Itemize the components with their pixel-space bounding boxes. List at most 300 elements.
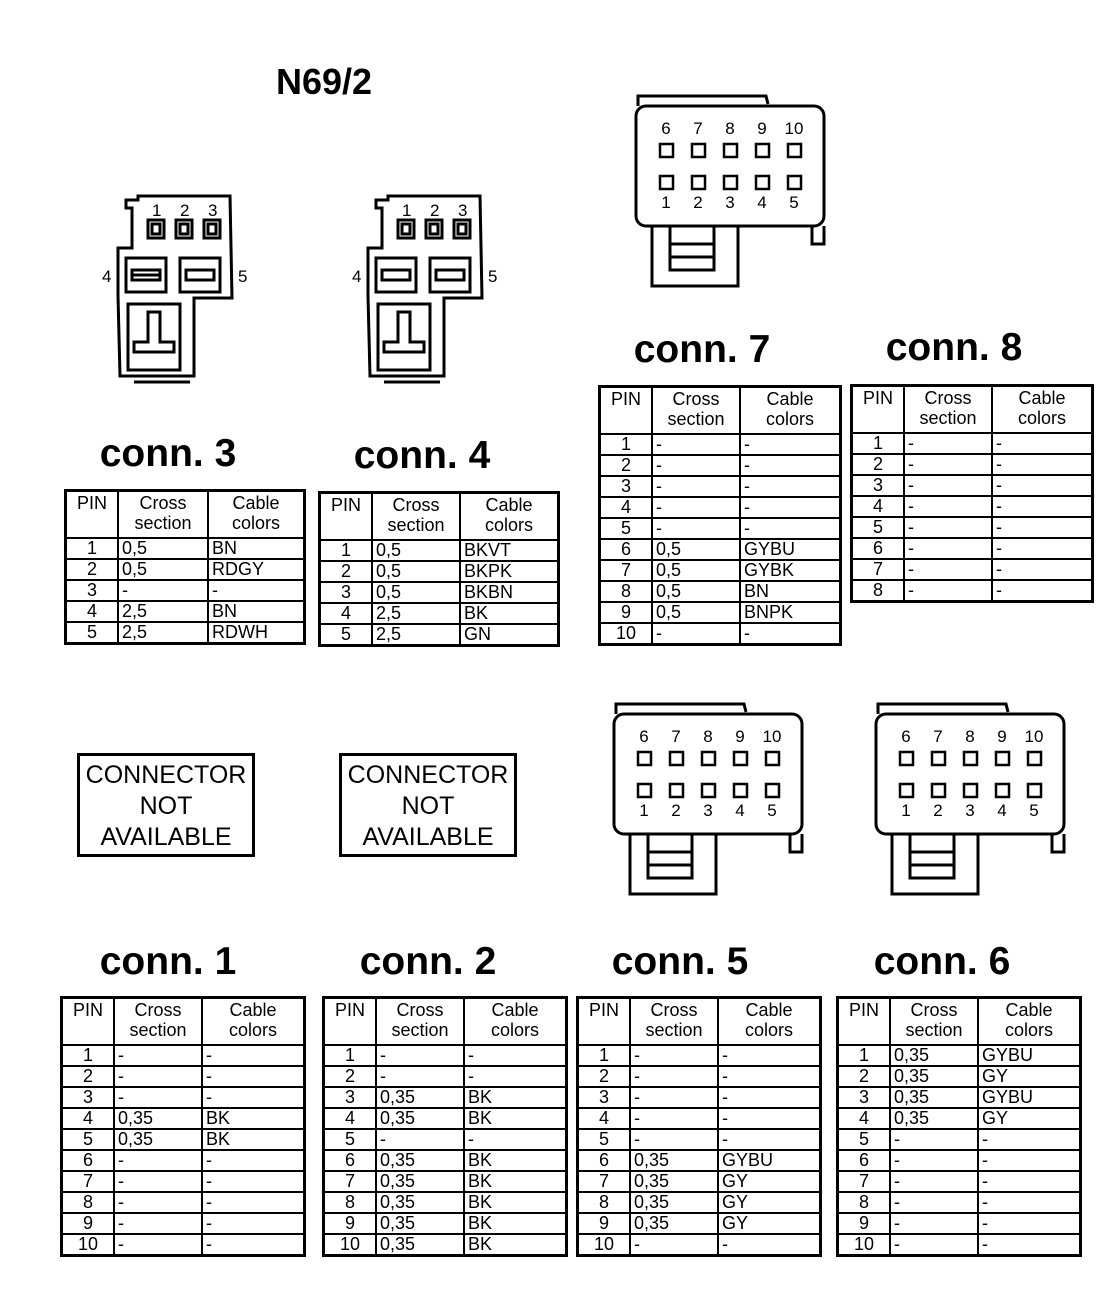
pin-number-cell: 4: [320, 603, 373, 624]
cable-color-cell: BK: [202, 1129, 305, 1150]
connector-7-drawing: [630, 92, 830, 292]
cable-color-cell: GY: [978, 1066, 1081, 1087]
pin-label: 1: [639, 801, 649, 820]
cable-color-cell: BNPK: [740, 602, 841, 623]
pin-label: 9: [735, 727, 745, 746]
pin-number-cell: 2: [320, 561, 373, 582]
cross-section-cell: -: [904, 454, 992, 475]
table-row: [852, 433, 1093, 454]
table-row: [578, 1150, 821, 1171]
cross-section-cell: -: [904, 496, 992, 517]
cable-colors-header: Cable colors: [740, 387, 841, 435]
pin-label: 5: [767, 801, 777, 820]
pin-label: 1: [901, 801, 911, 820]
cable-color-cell: BK: [464, 1192, 567, 1213]
table-row: [324, 1129, 567, 1150]
pin-number-cell: 9: [600, 602, 653, 623]
pin-number-cell: 7: [324, 1171, 377, 1192]
cross-section-cell: -: [652, 623, 740, 645]
pin-number-cell: 2: [578, 1066, 631, 1087]
pin-number-cell: 2: [838, 1066, 891, 1087]
cable-color-cell: -: [992, 580, 1093, 602]
cross-section-cell: -: [376, 1066, 464, 1087]
cross-section-cell: 0,35: [376, 1171, 464, 1192]
cross-section-cell: 0,35: [376, 1234, 464, 1256]
table-row: [62, 1213, 305, 1234]
conn7-pin-table: [598, 385, 842, 646]
pin-header: PIN: [320, 493, 373, 541]
table-row: [324, 1192, 567, 1213]
conn2-not-available-box: [339, 753, 517, 857]
pin-number-cell: 4: [600, 497, 653, 518]
not-available-line2: NOT: [139, 792, 193, 820]
conn8-pin-table: [850, 384, 1094, 603]
not-available-line1: CONNECTOR: [85, 761, 247, 789]
cross-section-cell: 0,35: [890, 1045, 978, 1066]
pin-header: PIN: [838, 998, 891, 1046]
pin-number-cell: 5: [838, 1129, 891, 1150]
cross-section-cell: 0,35: [630, 1150, 718, 1171]
table-row: [578, 1171, 821, 1192]
pin-number-cell: 8: [578, 1192, 631, 1213]
cable-color-cell: -: [740, 623, 841, 645]
table-row: [578, 1066, 821, 1087]
cross-section-cell: 0,5: [118, 559, 208, 580]
pin-label: 6: [901, 727, 911, 746]
cross-section-cell: 0,35: [630, 1171, 718, 1192]
cross-section-cell: 0,5: [652, 560, 740, 581]
cross-section-header: Cross section: [376, 998, 464, 1046]
table-row: [578, 1045, 821, 1066]
cable-color-cell: -: [978, 1192, 1081, 1213]
cross-section-cell: -: [114, 1150, 202, 1171]
pin-number-cell: 6: [838, 1150, 891, 1171]
table-row: [62, 1129, 305, 1150]
cable-color-cell: -: [978, 1150, 1081, 1171]
table-row: [600, 476, 841, 497]
table-row: [578, 1234, 821, 1256]
cable-color-cell: BK: [460, 603, 559, 624]
cable-colors-header: Cable colors: [718, 998, 821, 1046]
cable-color-cell: -: [992, 475, 1093, 496]
pin-number-cell: 9: [578, 1213, 631, 1234]
pin-label: 8: [965, 727, 975, 746]
cable-color-cell: BKBN: [460, 582, 559, 603]
cross-section-cell: -: [114, 1192, 202, 1213]
cable-colors-header: Cable colors: [464, 998, 567, 1046]
pin-number-cell: 1: [320, 540, 373, 561]
cable-color-cell: -: [978, 1171, 1081, 1192]
pin-header: PIN: [62, 998, 115, 1046]
conn6-title: conn. 6: [873, 940, 1011, 983]
pin-number-cell: 3: [578, 1087, 631, 1108]
pin-socket: [724, 176, 737, 189]
pin-label: 10: [1024, 727, 1044, 746]
table-row: [600, 581, 841, 602]
cable-color-cell: BK: [464, 1150, 567, 1171]
pin-socket: [724, 144, 737, 157]
cable-color-cell: GYBU: [978, 1087, 1081, 1108]
table-row: [578, 1213, 821, 1234]
cable-color-cell: -: [718, 1045, 821, 1066]
table-row: [324, 1234, 567, 1256]
table-row: [324, 1087, 567, 1108]
cable-color-cell: GYBU: [740, 539, 841, 560]
pin-label: 5: [1029, 801, 1039, 820]
cable-color-cell: GY: [718, 1171, 821, 1192]
cable-color-cell: BK: [464, 1108, 567, 1129]
cable-color-cell: -: [202, 1045, 305, 1066]
table-row: [578, 1129, 821, 1150]
table-row: [62, 1192, 305, 1213]
pin-number-cell: 1: [578, 1045, 631, 1066]
table-row: [852, 580, 1093, 602]
pin-label-2: 2: [430, 201, 440, 220]
cable-color-cell: -: [202, 1234, 305, 1256]
not-available-line1: CONNECTOR: [347, 761, 509, 789]
pin-label: 1: [661, 193, 671, 212]
cross-section-header: Cross section: [890, 998, 978, 1046]
cross-section-cell: 0,35: [376, 1213, 464, 1234]
cross-section-cell: 0,5: [652, 539, 740, 560]
pin-label-4: 4: [352, 267, 362, 286]
pin-number-cell: 3: [62, 1087, 115, 1108]
table-row: [66, 559, 305, 580]
pin-socket: [900, 784, 913, 797]
cable-color-cell: -: [740, 518, 841, 539]
pin-label: 3: [965, 801, 975, 820]
pin-socket: [660, 144, 673, 157]
cable-color-cell: -: [202, 1087, 305, 1108]
cross-section-cell: 0,35: [376, 1087, 464, 1108]
cross-section-cell: -: [890, 1150, 978, 1171]
cross-section-cell: -: [904, 475, 992, 496]
conn1-title: conn. 1: [99, 940, 237, 983]
conn3-pin-table: [64, 489, 306, 645]
cross-section-cell: 2,5: [118, 601, 208, 622]
conn2-title: conn. 2: [359, 940, 497, 983]
cross-section-cell: 0,5: [372, 540, 460, 561]
table-row: [578, 1087, 821, 1108]
pin-socket: [900, 752, 913, 765]
pin-number-cell: 7: [852, 559, 905, 580]
pin-label: 10: [762, 727, 782, 746]
table-row: [838, 1150, 1081, 1171]
pin-number-cell: 6: [852, 538, 905, 559]
table-row: [62, 1066, 305, 1087]
table-row: [600, 539, 841, 560]
table-row: [324, 1171, 567, 1192]
pin-number-cell: 4: [324, 1108, 377, 1129]
cross-section-cell: 0,5: [118, 538, 208, 559]
table-row: [62, 1171, 305, 1192]
cross-section-cell: -: [376, 1045, 464, 1066]
cable-color-cell: -: [992, 517, 1093, 538]
pin-label-5: 5: [488, 267, 498, 286]
table-row: [838, 1234, 1081, 1256]
table-row: [838, 1171, 1081, 1192]
pin-number-cell: 9: [324, 1213, 377, 1234]
pin-number-cell: 9: [62, 1213, 115, 1234]
pin-number-cell: 2: [66, 559, 119, 580]
pin-header: PIN: [324, 998, 377, 1046]
pin-number-cell: 5: [578, 1129, 631, 1150]
pin-number-cell: 1: [852, 433, 905, 454]
cable-color-cell: -: [740, 497, 841, 518]
pin-number-cell: 2: [852, 454, 905, 475]
cross-section-cell: 0,35: [890, 1066, 978, 1087]
cross-section-cell: 0,5: [372, 561, 460, 582]
pin-label: 6: [661, 119, 671, 138]
cross-section-cell: -: [652, 518, 740, 539]
pin-number-cell: 3: [600, 476, 653, 497]
pin-number-cell: 4: [62, 1108, 115, 1129]
cross-section-cell: 0,5: [652, 602, 740, 623]
cable-color-cell: BK: [464, 1087, 567, 1108]
cross-section-cell: 0,35: [890, 1108, 978, 1129]
cable-color-cell: -: [202, 1192, 305, 1213]
cross-section-cell: -: [652, 434, 740, 455]
table-row: [600, 602, 841, 623]
connector-6-drawing: [870, 700, 1070, 900]
table-header-row: [66, 491, 305, 539]
cross-section-cell: -: [890, 1213, 978, 1234]
cable-color-cell: -: [464, 1129, 567, 1150]
pin-number-cell: 3: [320, 582, 373, 603]
pin-number-cell: 7: [578, 1171, 631, 1192]
pin-number-cell: 8: [62, 1192, 115, 1213]
pin-number-cell: 5: [62, 1129, 115, 1150]
cable-color-cell: GYBK: [740, 560, 841, 581]
table-row: [320, 603, 559, 624]
cable-color-cell: -: [202, 1171, 305, 1192]
conn4-title: conn. 4: [353, 434, 491, 477]
pin-number-cell: 8: [838, 1192, 891, 1213]
cable-color-cell: -: [978, 1213, 1081, 1234]
cable-color-cell: -: [992, 496, 1093, 517]
cross-section-cell: 0,35: [376, 1108, 464, 1129]
cable-color-cell: -: [718, 1234, 821, 1256]
pin-socket: [692, 176, 705, 189]
pin-label: 7: [693, 119, 703, 138]
cable-color-cell: GY: [718, 1192, 821, 1213]
pin-number-cell: 4: [852, 496, 905, 517]
cable-color-cell: BKVT: [460, 540, 559, 561]
table-header-row: [324, 998, 567, 1046]
conn3-title: conn. 3: [99, 432, 237, 475]
table-row: [66, 601, 305, 622]
table-row: [66, 538, 305, 559]
cable-colors-header: Cable colors: [992, 386, 1093, 434]
pin-number-cell: 2: [324, 1066, 377, 1087]
cross-section-header: Cross section: [372, 493, 460, 541]
conn5-title: conn. 5: [611, 940, 749, 983]
pin-number-cell: 4: [838, 1108, 891, 1129]
cable-color-cell: GY: [718, 1213, 821, 1234]
pin-label: 9: [997, 727, 1007, 746]
cross-section-cell: -: [652, 476, 740, 497]
table-row: [600, 455, 841, 476]
conn1-not-available-box: [77, 753, 255, 857]
table-row: [852, 454, 1093, 475]
cross-section-cell: -: [890, 1192, 978, 1213]
pin-number-cell: 3: [852, 475, 905, 496]
table-row: [838, 1129, 1081, 1150]
pin-header: PIN: [578, 998, 631, 1046]
pin-number-cell: 10: [578, 1234, 631, 1256]
pin-label: 10: [784, 119, 804, 138]
cable-color-cell: BN: [208, 538, 305, 559]
cross-section-cell: -: [118, 580, 208, 601]
pin-header: PIN: [852, 386, 905, 434]
pin-number-cell: 8: [852, 580, 905, 602]
cable-color-cell: -: [202, 1150, 305, 1171]
pin-label: 2: [693, 193, 703, 212]
cable-color-cell: -: [992, 538, 1093, 559]
table-row: [838, 1087, 1081, 1108]
table-row: [66, 580, 305, 601]
cross-section-cell: -: [630, 1087, 718, 1108]
table-header-row: [62, 998, 305, 1046]
page-title: N69/2: [276, 61, 373, 102]
pin-number-cell: 6: [600, 539, 653, 560]
cross-section-cell: -: [904, 559, 992, 580]
connector-5-drawing: [608, 700, 808, 900]
pin-socket: [670, 784, 683, 797]
pin-number-cell: 2: [600, 455, 653, 476]
pin-socket: [702, 784, 715, 797]
table-header-row: [320, 493, 559, 541]
cross-section-cell: 0,35: [630, 1213, 718, 1234]
pin-label-5: 5: [238, 267, 248, 286]
cross-section-header: Cross section: [630, 998, 718, 1046]
cross-section-header: Cross section: [114, 998, 202, 1046]
cable-color-cell: BKPK: [460, 561, 559, 582]
pin-socket: [756, 144, 769, 157]
pin-socket: [660, 176, 673, 189]
pin-number-cell: 7: [600, 560, 653, 581]
pin-socket: [766, 752, 779, 765]
cross-section-header: Cross section: [118, 491, 208, 539]
pin-label: 8: [703, 727, 713, 746]
cross-section-cell: 0,35: [114, 1129, 202, 1150]
cable-color-cell: -: [740, 434, 841, 455]
cross-section-cell: -: [652, 497, 740, 518]
pin-label: 3: [703, 801, 713, 820]
pin-number-cell: 5: [66, 622, 119, 644]
pin-socket: [932, 752, 945, 765]
cable-color-cell: -: [992, 454, 1093, 475]
pin-number-cell: 1: [324, 1045, 377, 1066]
table-row: [62, 1087, 305, 1108]
cross-section-cell: -: [376, 1129, 464, 1150]
pin-number-cell: 5: [600, 518, 653, 539]
cross-section-cell: -: [652, 455, 740, 476]
cross-section-cell: 2,5: [118, 622, 208, 644]
cross-section-cell: -: [114, 1234, 202, 1256]
table-row: [852, 496, 1093, 517]
cross-section-cell: -: [114, 1066, 202, 1087]
table-row: [838, 1066, 1081, 1087]
pin-number-cell: 10: [838, 1234, 891, 1256]
cable-color-cell: -: [740, 476, 841, 497]
pin-socket: [996, 784, 1009, 797]
table-row: [600, 434, 841, 455]
cable-colors-header: Cable colors: [208, 491, 305, 539]
pin-number-cell: 3: [66, 580, 119, 601]
pin-socket: [692, 144, 705, 157]
connector-3-drawing: [98, 190, 258, 390]
pin-number-cell: 1: [838, 1045, 891, 1066]
pin-number-cell: 6: [324, 1150, 377, 1171]
cross-section-cell: 2,5: [372, 603, 460, 624]
cable-color-cell: -: [992, 559, 1093, 580]
cross-section-cell: 2,5: [372, 624, 460, 646]
pin-number-cell: 10: [62, 1234, 115, 1256]
pin-socket: [702, 752, 715, 765]
pin-socket: [734, 752, 747, 765]
pin-label-1: 1: [402, 201, 412, 220]
cable-color-cell: -: [464, 1066, 567, 1087]
pin-socket: [964, 784, 977, 797]
pin-label-4: 4: [102, 267, 112, 286]
cable-color-cell: -: [718, 1108, 821, 1129]
cross-section-header: Cross section: [652, 387, 740, 435]
pin-socket: [638, 752, 651, 765]
pin-socket: [996, 752, 1009, 765]
pin-number-cell: 8: [600, 581, 653, 602]
pin-label-3: 3: [208, 201, 218, 220]
pin-number-cell: 6: [62, 1150, 115, 1171]
cross-section-cell: 0,35: [376, 1192, 464, 1213]
table-row: [320, 540, 559, 561]
cable-color-cell: BK: [464, 1213, 567, 1234]
cable-color-cell: GYBU: [978, 1045, 1081, 1066]
table-row: [600, 518, 841, 539]
cable-colors-header: Cable colors: [460, 493, 559, 541]
cross-section-cell: -: [114, 1045, 202, 1066]
pin-header: PIN: [600, 387, 653, 435]
table-header-row: [838, 998, 1081, 1046]
cable-color-cell: -: [978, 1234, 1081, 1256]
pin-number-cell: 1: [62, 1045, 115, 1066]
cross-section-cell: -: [630, 1234, 718, 1256]
table-row: [62, 1045, 305, 1066]
cable-color-cell: GY: [978, 1108, 1081, 1129]
pin-number-cell: 5: [320, 624, 373, 646]
pin-number-cell: 2: [62, 1066, 115, 1087]
pin-number-cell: 5: [324, 1129, 377, 1150]
pin-socket: [766, 784, 779, 797]
pin-socket: [788, 144, 801, 157]
not-available-line2: NOT: [401, 792, 455, 820]
pin-label-3: 3: [458, 201, 468, 220]
table-header-row: [600, 387, 841, 435]
cross-section-cell: 0,35: [376, 1150, 464, 1171]
cross-section-cell: -: [890, 1234, 978, 1256]
cross-section-cell: -: [114, 1171, 202, 1192]
table-header-row: [578, 998, 821, 1046]
cross-section-cell: -: [630, 1108, 718, 1129]
cable-color-cell: -: [202, 1213, 305, 1234]
table-row: [852, 538, 1093, 559]
table-row: [62, 1108, 305, 1129]
cross-section-cell: -: [904, 517, 992, 538]
pin-label: 2: [671, 801, 681, 820]
pin-number-cell: 3: [838, 1087, 891, 1108]
pin-number-cell: 4: [66, 601, 119, 622]
pin-number-cell: 6: [578, 1150, 631, 1171]
